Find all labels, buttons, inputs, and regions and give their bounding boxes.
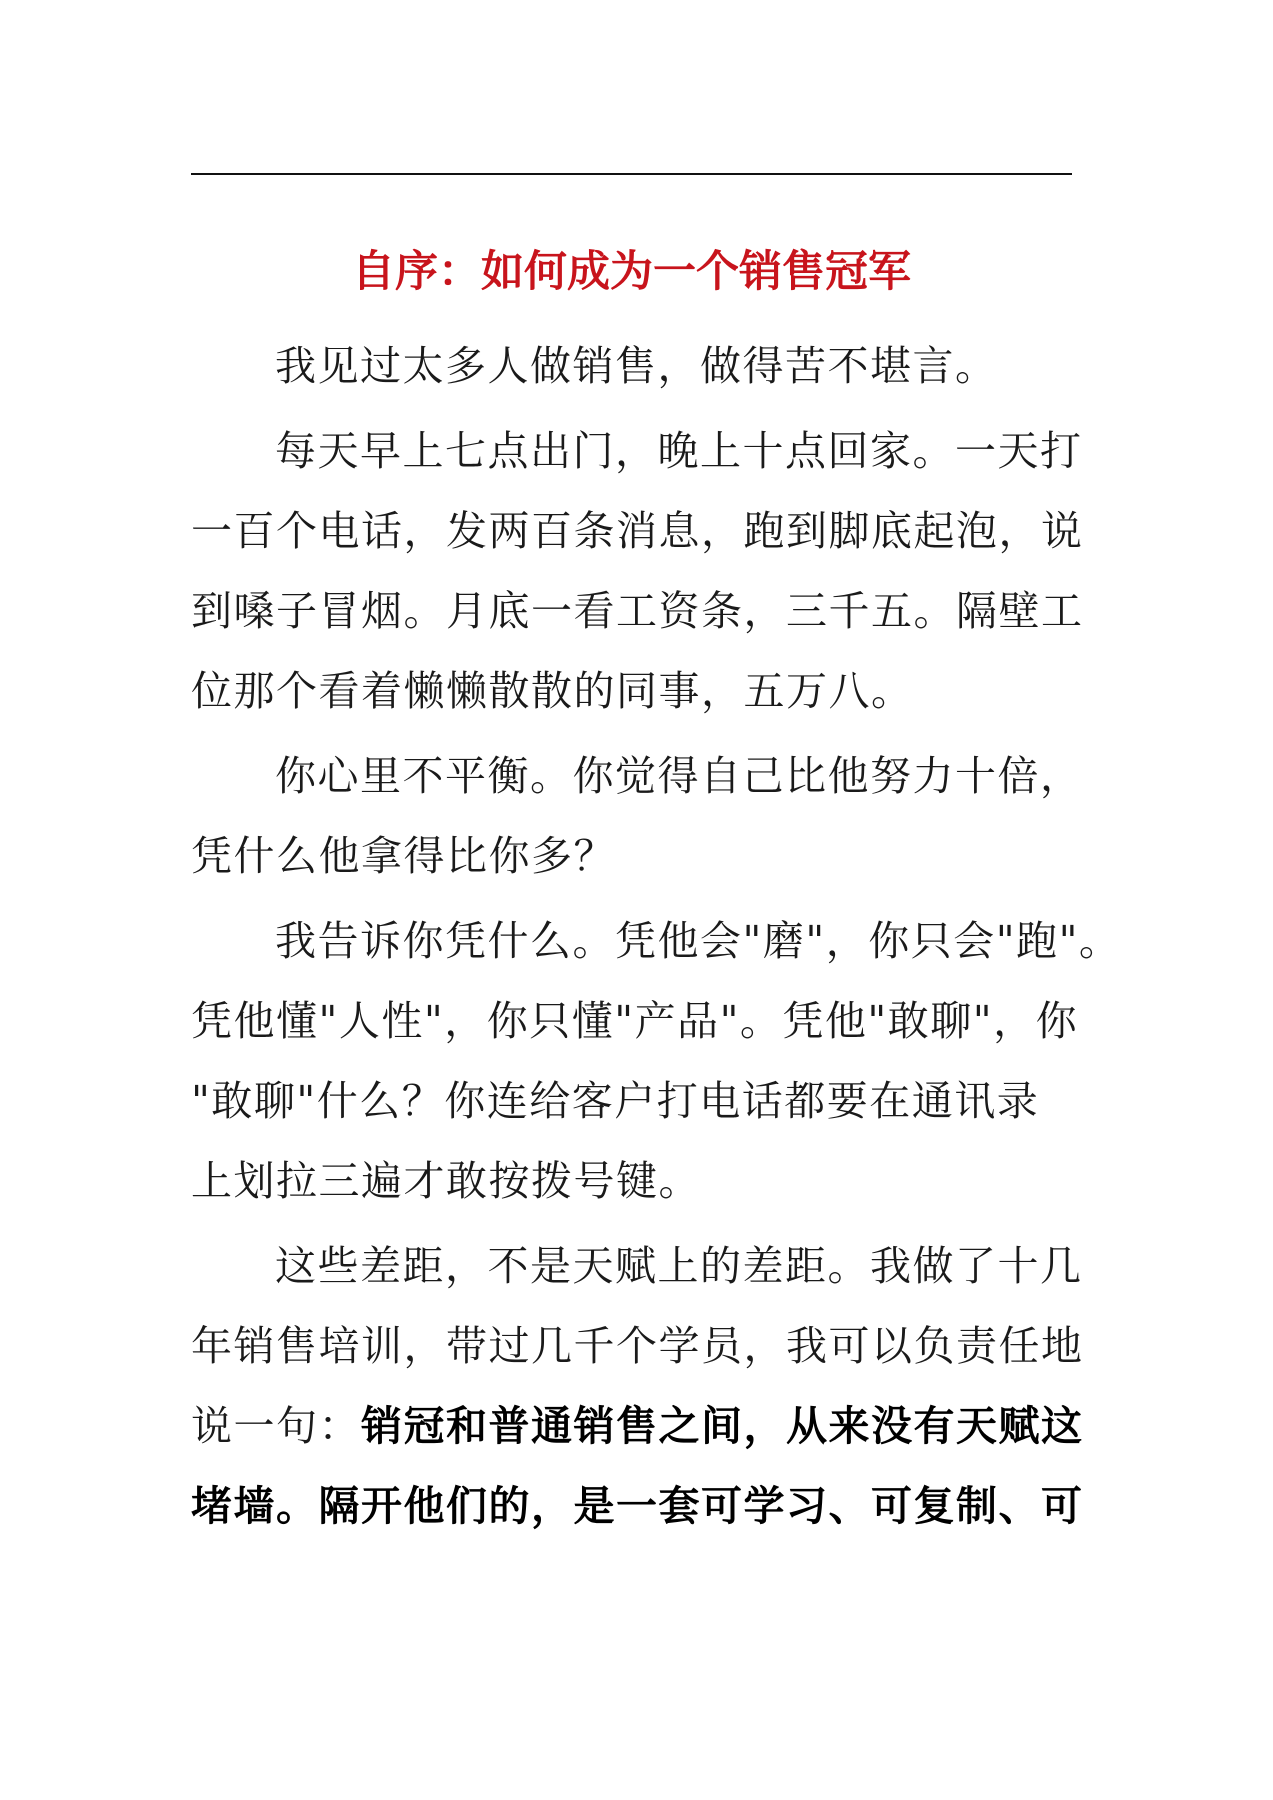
body-text: 每天早上七点出门，晚上十点回家。一天打 bbox=[275, 427, 1083, 475]
chapter-title: 自序：如何成为一个销售冠军 bbox=[352, 247, 911, 297]
paragraph-line bbox=[191, 571, 1084, 651]
paragraph-line bbox=[191, 981, 1081, 1061]
paragraph-line bbox=[191, 901, 1122, 981]
paragraph bbox=[191, 1226, 1084, 1546]
paragraph bbox=[191, 411, 1084, 731]
body-text: 位那个看着懒懒散散的同事，五万八。 bbox=[191, 667, 914, 715]
paragraph bbox=[191, 901, 1122, 1221]
paragraph bbox=[191, 326, 1081, 406]
document-body bbox=[191, 326, 1122, 1546]
body-text: 你心里不平衡。你觉得自己比他努力十倍， bbox=[275, 752, 1083, 800]
paragraph-line bbox=[191, 491, 1084, 571]
emphasis-text: 销冠和普通销售之间，从来没有天赋这 bbox=[361, 1402, 1084, 1450]
paragraph-line bbox=[191, 1141, 1081, 1221]
body-text: 凭他懂"人性"，你只懂"产品"。凭他"敢聊"，你 bbox=[191, 997, 1079, 1045]
body-text: 年销售培训，带过几千个学员，我可以负责任地 bbox=[191, 1322, 1084, 1370]
header-rule bbox=[191, 173, 1072, 175]
body-text: "敢聊"什么？你连给客户打电话都要在通讯录 bbox=[191, 1077, 1040, 1125]
body-text: 凭什么他拿得比你多？ bbox=[191, 832, 616, 880]
paragraph-line bbox=[191, 1226, 1081, 1306]
body-text: 这些差距，不是天赋上的差距。我做了十几 bbox=[275, 1242, 1083, 1290]
paragraph-line bbox=[191, 1466, 1084, 1546]
paragraph-line bbox=[191, 651, 1081, 731]
body-text: 说一句： bbox=[191, 1402, 361, 1450]
paragraph-line bbox=[191, 1061, 1081, 1141]
paragraph bbox=[191, 736, 1081, 896]
body-text: 到嗓子冒烟。月底一看工资条，三千五。隔壁工 bbox=[191, 587, 1084, 635]
body-text: 一百个电话，发两百条消息，跑到脚底起泡，说 bbox=[191, 507, 1084, 555]
paragraph-line bbox=[191, 411, 1081, 491]
paragraph-line bbox=[191, 1306, 1084, 1386]
body-text: 我见过太多人做销售，做得苦不堪言。 bbox=[275, 342, 998, 390]
body-text: 我告诉你凭什么。凭他会"磨"，你只会"跑"。 bbox=[275, 917, 1122, 965]
paragraph-line bbox=[191, 816, 1081, 896]
emphasis-text: 堵墙。隔开他们的，是一套可学习、可复制、可 bbox=[191, 1482, 1084, 1530]
paragraph-line bbox=[191, 736, 1081, 816]
paragraph-line bbox=[191, 1386, 1084, 1466]
paragraph-line bbox=[191, 326, 1081, 406]
body-text: 上划拉三遍才敢按拨号键。 bbox=[191, 1157, 701, 1205]
